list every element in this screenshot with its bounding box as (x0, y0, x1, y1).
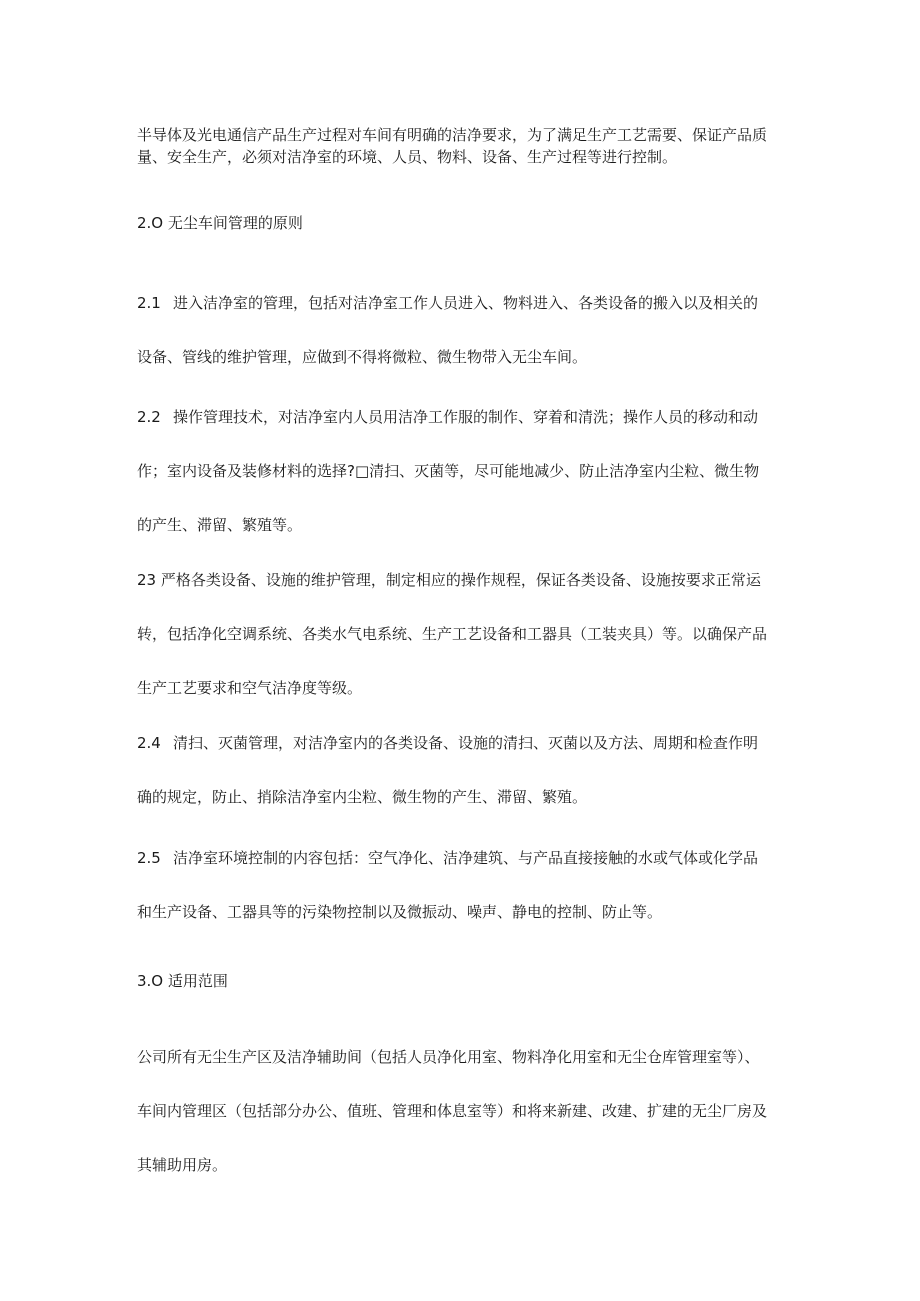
clause-line: 作；室内设备及装修材料的选择?□清扫、灭菌等，尽可能地减少、防止洁净室内尘粒、微生物 (137, 462, 760, 480)
clause-first-line: 23 严格各类设备、设施的维护管理，制定相应的操作规程，保证各类设备、设施按要求正常运 (137, 571, 761, 589)
section-2-heading-text: 2.O 无尘车间管理的原则 (137, 214, 303, 232)
scope-line: 公司所有无尘生产区及洁净辅助间（包括人员净化用室、物料净化用室和无尘仓库管理室等）、 (137, 1048, 760, 1066)
clause-text: 清扫、灭菌管理，对洁净室内的各类设备、设施的清扫、灭菌以及方法、周期和检查作明 (173, 734, 759, 752)
clause-2-3 (137, 553, 797, 715)
clause-line: 和生产设备、工器具等的污染物控制以及微振动、噪声、静电的控制、防止等。 (137, 903, 663, 921)
scope-paragraph (137, 1030, 797, 1192)
clause-line: 转，包括净化空调系统、各类水气电系统、生产工艺设备和工器具（工装夹具）等。以确保产品 (137, 625, 768, 643)
clause-line: 确的规定，防止、捎除洁净室内尘粒、微生物的产生、滞留、繁殖。 (137, 788, 588, 806)
clause-line: 的产生、滞留、繁殖等。 (137, 516, 303, 534)
intro-line: 量、安全生产，必须对洁净室的环境、人员、物料、设备、生产过程等进行控制。 (137, 148, 678, 166)
scope-line: 其辅助用房。 (137, 1156, 228, 1174)
clause-2-1 (137, 276, 797, 384)
clause-first-line (137, 390, 797, 444)
clause-text: 操作管理技术，对洁净室内人员用洁净工作服的制作、穿着和清洗；操作人员的移动和动 (173, 408, 759, 426)
clause-2-2 (137, 390, 797, 552)
clause-2-4 (137, 716, 797, 824)
clause-first-line (137, 716, 797, 770)
clause-first-line (137, 276, 797, 330)
clause-line: 设备、管线的维护管理，应做到不得将微粒、微生物带入无尘车间。 (137, 348, 588, 366)
intro-paragraph (137, 124, 797, 168)
clause-number: 2.4 (137, 734, 161, 752)
clause-number: 2.1 (137, 294, 161, 312)
clause-2-5 (137, 831, 797, 939)
section-3-heading (137, 970, 797, 992)
clause-line: 生产工艺要求和空气洁净度等级。 (137, 679, 363, 697)
clause-first-line (137, 831, 797, 885)
section-2-heading (137, 212, 797, 234)
clause-text: 进入洁净室的管理，包括对洁净室工作人员进入、物料进入、各类设备的搬入以及相关的 (173, 294, 759, 312)
clause-number: 2.5 (137, 849, 161, 867)
clause-text: 洁净室环境控制的内容包括：空气净化、洁净建筑、与产品直接接触的水或气体或化学品 (173, 849, 759, 867)
intro-line: 半导体及光电通信产品生产过程对车间有明确的洁净要求，为了满足生产工艺需要、保证产品质 (137, 126, 768, 144)
section-3-heading-text: 3.O 适用范围 (137, 972, 228, 990)
clause-number: 2.2 (137, 408, 161, 426)
scope-line: 车间内管理区（包括部分办公、值班、管理和体息室等）和将来新建、改建、扩建的无尘厂房及 (137, 1102, 768, 1120)
